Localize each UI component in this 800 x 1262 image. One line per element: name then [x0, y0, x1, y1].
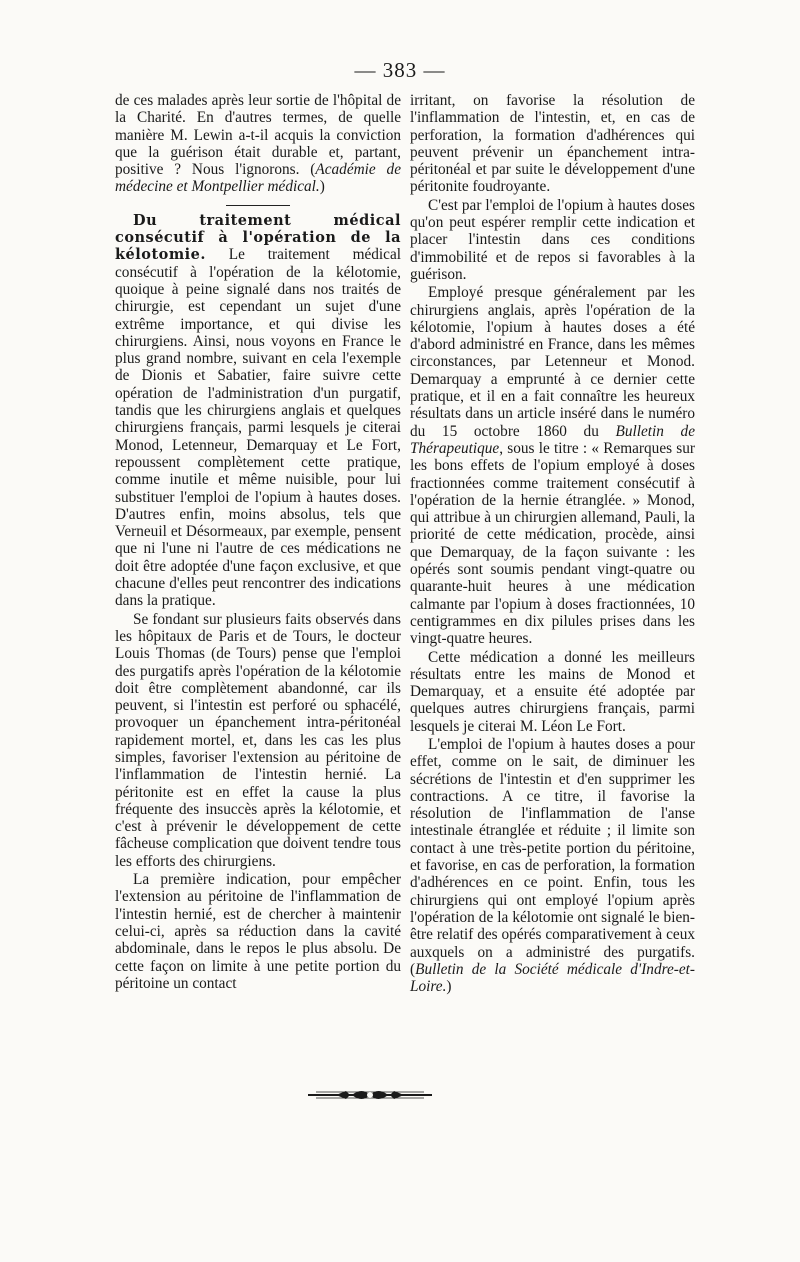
paragraph: C'est par l'emploi de l'opium à hautes doses qu'on peut espérer remplir cette indication et placer l'intestin dans ces conditions d'immobilité et de repos si favorables à la guérison.	[410, 196, 695, 283]
paragraph: Se fondant sur plusieurs faits observés dans les hôpitaux de Paris et de Tours, le docteur Louis Thomas (de Tours) pense que l'emploi des purgatifs après l'opération de la kélotomie doit être complètement abandonné, car ils peuvent, si l'intestin est perforé ou sphacélé, provoquer un épanchement intra-péritonéal rapidement mortel, et, dans les cas les plus simples, favoriser l'extension au péritoine de l'inflammation de l'intestin hernié. La péritonite est en effet la cause la plus fréquente des insuccès après la kélotomie, et c'est à prévenir le développement de cette fâcheuse complication que doivent tendre tous les efforts des chirurgiens.	[115, 610, 401, 870]
citation: Académie de médecine et Montpellier médical.	[115, 161, 401, 196]
citation: Bulletin de Thérapeutique	[410, 422, 695, 457]
paragraph: de ces malades après leur sortie de l'hôpital de la Charité. En d'autres termes, de quelle manière M. Lewin a-t-il acquis la conviction que la guérison était durable et, partant, positive ? Nous l'ignorons. (Académie de médecine et Montpellier médical.)	[115, 92, 401, 196]
paragraph: irritant, on favorise la résolution de l'inflammation de l'intestin, et, en cas de perforation, la formation d'adhérences qui peuvent prévenir un épanchement intra-péritonéal et par suite le développement d'une péritonite foudroyante.	[410, 92, 695, 196]
paragraph: Cette médication a donné les meilleurs résultats entre les mains de Monod et Demarquay, et a ensuite été adoptée par quelques autres chirurgiens français, parmi lesquels je citerai M. Léon Le Fort.	[410, 648, 695, 735]
right-column	[410, 92, 695, 995]
paragraph: La première indication, pour empêcher l'extension au péritoine de l'inflammation de l'intestin hernié, est de chercher à maintenir celui-ci, après sa réduction dans la cavité abdominale, dans le repos le plus absolu. De cette façon on limite à une petite portion du péritoine un contact	[115, 871, 401, 992]
section-divider	[226, 205, 290, 206]
left-column	[115, 92, 401, 992]
section-title: Du traitement médical consécutif à l'opération de la kélotomie.	[115, 211, 401, 264]
page-number: — 383 —	[354, 58, 446, 82]
paragraph: L'emploi de l'opium à hautes doses a pour effet, comme on le sait, de diminuer les sécrétions de l'intestin et d'en supprimer les contractions. A ce titre, il favorise la résolution de l'inflammation de l'anse intestinale étranglée et réduite ; il limite son contact à une très-petite portion du péritoine, et favorise, en cas de perforation, la formation d'adhérences en ce point. Enfin, tous les chirurgiens qui ont employé l'opium après l'opération de la kélotomie ont signalé le bien-être relatif des opérés comparativement à ceux auxquels on a administré des purgatifs. (Bulletin de la Société médicale d'Indre-et-Loire.)	[410, 735, 695, 996]
paragraph: Employé presque généralement par les chirurgiens anglais, après l'opération de la kélotomie, l'opium à hautes doses a été d'abord administré en France, dans les mêmes circonstances, par Letenneur et Monod. Demarquay a emprunté à ce dernier cette pratique, et il en a fait connaître les heureux résultats dans un article inséré dans le numéro du 15 octobre 1860 du Bulletin de Thérapeutique, sous le titre : « Remarques sur les bons effets de l'opium employé à doses fractionnées comme traitement consécutif à l'opération de la hernie étranglée. » Monod, qui attribue à un chirurgien allemand, Pauli, la priorité de cette médication, procède, ainsi que Demarquay, de la façon suivante : les opérés sont soumis pendant vingt-quatre ou quarante-huit heures à une médication calmante par l'opium à doses fractionnées, 10 centigrammes en dix pilules prises dans les vingt-quatre heures.	[410, 284, 695, 648]
citation: Bulletin de la Société médicale d'Indre-et-Loire.	[410, 960, 695, 996]
paragraph: Du traitement médical consécutif à l'opération de la kélotomie. Le traitement médical consécutif à l'opération de la kélotomie, quoique à peine signalé dans nos traités de chirurgie, est cependant un sujet d'une extrême importance, et qui divise les chirurgiens. Ainsi, nous voyons en France le plus grand nombre, suivant en cela l'exemple de Dionis et Sabatier, faire suivre cette opération de l'administration d'un purgatif, tandis que les chirurgiens anglais et quelques chirurgiens français, parmi lesquels je citerai Monod, Letenneur, Demarquay et Le Fort, repoussent complètement cette pratique, comme inutile et même nuisible, pour lui substituer l'emploi de l'opium à hautes doses. D'autres enfin, moins absolus, tels que Verneuil et Désormeaux, par exemple, pensent que ni l'une ni l'autre de ces médications ne doit être adoptée d'une façon exclusive, et que chacune d'elles peut rencontrer des indications dans la pratique.	[115, 211, 401, 610]
ornament-divider-icon	[306, 1084, 434, 1106]
